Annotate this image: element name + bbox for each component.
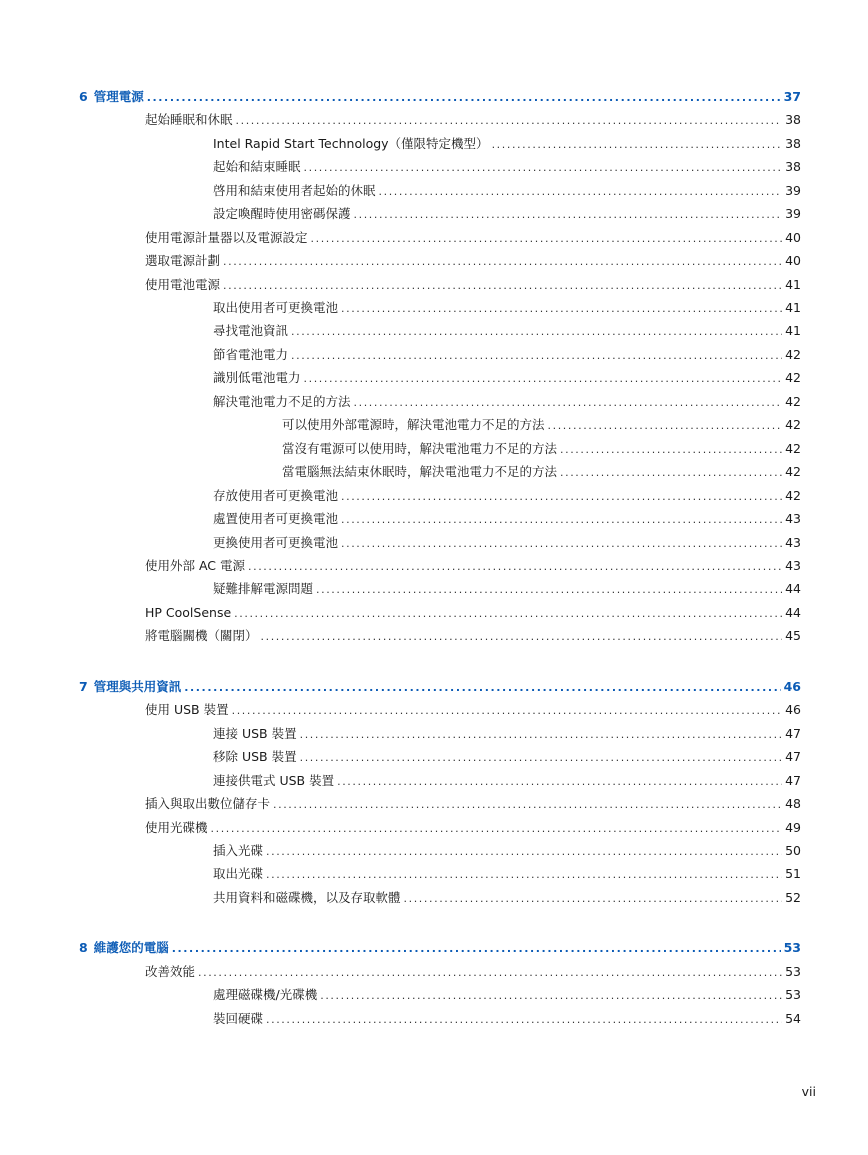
toc-entry-level-2[interactable] (213, 841, 801, 861)
toc-entry-title: 可以使用外部電源時，解決電池電力不足的方法 (282, 417, 545, 432)
toc-entry-level-3[interactable] (282, 439, 801, 459)
toc-entry-page-number: 42 (785, 441, 801, 456)
toc-entry-page-number: 49 (785, 820, 801, 835)
dot-leader (316, 580, 782, 600)
page-number: vii (801, 1084, 816, 1099)
toc-entry-title: 識別低電池電力 (213, 370, 301, 385)
toc-entry-level-2[interactable] (213, 533, 801, 553)
toc-entry-level-1[interactable] (145, 794, 801, 814)
dot-leader (548, 416, 783, 436)
dot-leader (236, 111, 783, 131)
toc-entry-page-number: 42 (785, 464, 801, 479)
dot-leader (320, 986, 782, 1006)
toc-entry-level-1[interactable] (145, 275, 801, 295)
dot-leader (560, 440, 782, 460)
dot-leader (147, 88, 781, 108)
toc-entry-level-2[interactable] (213, 747, 801, 767)
dot-leader (560, 463, 782, 483)
toc-entry-level-2[interactable] (213, 181, 801, 201)
dot-leader (354, 205, 783, 225)
toc-entry-page-number: 38 (785, 112, 801, 127)
toc-entry-level-2[interactable] (213, 509, 801, 529)
toc-entry-page-number: 47 (785, 749, 801, 764)
toc-entry-level-2[interactable] (213, 724, 801, 744)
dot-leader (379, 182, 783, 202)
dot-leader (311, 229, 783, 249)
toc-entry-page-number: 43 (785, 535, 801, 550)
dot-leader (300, 748, 782, 768)
toc-entry-page-number: 41 (785, 323, 801, 338)
toc-entry-level-1[interactable] (145, 818, 801, 838)
toc-entry-title: 起始和結束睡眠 (213, 159, 301, 174)
toc-entry-title: HP CoolSense (145, 605, 232, 620)
dot-leader (234, 604, 782, 624)
toc-entry-level-1[interactable] (145, 228, 801, 248)
toc-entry-page-number: 42 (785, 417, 801, 432)
toc-entry-page-number: 38 (785, 136, 801, 151)
toc-entry-level-2[interactable] (213, 134, 801, 154)
toc-entry-page-number: 53 (785, 987, 801, 1002)
toc-entry-title: 取出使用者可更換電池 (213, 300, 339, 315)
toc-entry-title: 移除 USB 裝置 (213, 749, 297, 764)
toc-entry-level-2[interactable] (213, 392, 801, 412)
dot-leader (184, 678, 780, 698)
toc-entry-level-2[interactable] (213, 888, 801, 908)
toc-entry-title: 當電腦無法結束休眠時，解決電池電力不足的方法 (282, 464, 558, 479)
toc-entry-page-number: 45 (785, 628, 801, 643)
toc-entry-page-number: 43 (785, 511, 801, 526)
toc-entry-title: 更換使用者可更換電池 (213, 535, 339, 550)
toc-entry-page-number: 39 (785, 183, 801, 198)
toc-entry-level-2[interactable] (213, 486, 801, 506)
dot-leader (291, 322, 782, 342)
dot-leader (341, 534, 782, 554)
toc-entry-page-number: 41 (785, 300, 801, 315)
toc-entry-level-1[interactable] (145, 962, 801, 982)
toc-entry-page-number: 50 (785, 843, 801, 858)
toc-entry-page-number: 40 (785, 230, 801, 245)
toc-entry-title: 當沒有電源可以使用時，解決電池電力不足的方法 (282, 441, 558, 456)
toc-chapter-entry[interactable] (79, 677, 801, 697)
dot-leader (404, 889, 783, 909)
dot-leader (248, 557, 782, 577)
dot-leader (223, 276, 782, 296)
toc-entry-title: 選取電源計劃 (145, 253, 221, 268)
dot-leader (300, 725, 782, 745)
toc-entry-title: 尋找電池資訊 (213, 323, 289, 338)
toc-entry-page-number: 46 (783, 679, 801, 694)
chapter-number: 8 (79, 940, 88, 955)
dot-leader (492, 135, 783, 155)
toc-entry-title: 處置使用者可更換電池 (213, 511, 339, 526)
toc-entry-level-3[interactable] (282, 415, 801, 435)
toc-entry-page-number: 42 (785, 347, 801, 362)
toc-entry-title: 疑難排解電源問題 (213, 581, 314, 596)
toc-entry-level-2[interactable] (213, 345, 801, 365)
toc-entry-page-number: 43 (785, 558, 801, 573)
toc-entry-title: 處理磁碟機/光碟機 (213, 987, 318, 1002)
toc-entry-page-number: 41 (785, 277, 801, 292)
dot-leader (341, 487, 782, 507)
toc-entry-page-number: 54 (785, 1011, 801, 1026)
toc-entry-title: 改善效能 (145, 964, 196, 979)
toc-entry-level-2[interactable] (213, 157, 801, 177)
toc-entry-title: 存放使用者可更換電池 (213, 488, 339, 503)
toc-entry-title: 使用電源計量器以及電源設定 (145, 230, 308, 245)
dot-leader (337, 772, 782, 792)
toc-entry-title: 啓用和結束使用者起始的休眠 (213, 183, 376, 198)
dot-leader (211, 819, 783, 839)
toc-entry-level-2[interactable] (213, 298, 801, 318)
toc-entry-title: 設定喚醒時使用密碼保護 (213, 206, 351, 221)
dot-leader (273, 795, 782, 815)
toc-entry-title: 連接供電式 USB 裝置 (213, 773, 335, 788)
toc-entry-title: 取出光碟 (213, 866, 264, 881)
toc-entry-level-2[interactable] (213, 1009, 801, 1029)
toc-entry-title: 解決電池電力不足的方法 (213, 394, 351, 409)
toc-entry-title: 管理與共用資訊 (93, 679, 182, 694)
toc-entry-title: 將電腦關機（關閉） (145, 628, 258, 643)
toc-chapter-entry[interactable] (79, 938, 801, 958)
toc-entry-page-number: 52 (785, 890, 801, 905)
toc-entry-level-1[interactable] (145, 700, 801, 720)
toc-entry-level-2[interactable] (213, 771, 801, 791)
toc-entry-page-number: 42 (785, 488, 801, 503)
toc-entry-level-2[interactable] (213, 204, 801, 224)
toc-entry-page-number: 48 (785, 796, 801, 811)
toc-entry-page-number: 42 (785, 370, 801, 385)
dot-leader (341, 510, 782, 530)
toc-entry-title: 連接 USB 裝置 (213, 726, 297, 741)
toc-entry-page-number: 47 (785, 726, 801, 741)
dot-leader (223, 252, 782, 272)
toc-entry-title: 使用 USB 裝置 (145, 702, 229, 717)
toc-entry-page-number: 38 (785, 159, 801, 174)
toc-entry-page-number: 39 (785, 206, 801, 221)
dot-leader (198, 963, 782, 983)
toc-entry-page-number: 37 (783, 89, 801, 104)
toc-entry-level-2[interactable] (213, 985, 801, 1005)
dot-leader (354, 393, 783, 413)
toc-entry-title: 使用光碟機 (145, 820, 208, 835)
toc-entry-title: 使用外部 AC 電源 (145, 558, 246, 573)
toc-entry-page-number: 46 (785, 702, 801, 717)
chapter-number: 7 (79, 679, 88, 694)
dot-leader (266, 842, 782, 862)
chapter-number: 6 (79, 89, 88, 104)
toc-entry-page-number: 40 (785, 253, 801, 268)
dot-leader (304, 369, 783, 389)
toc-entry-page-number: 42 (785, 394, 801, 409)
dot-leader (266, 1010, 782, 1030)
toc-entry-level-1[interactable] (145, 603, 801, 623)
toc-entry-page-number: 44 (785, 605, 801, 620)
toc-entry-page-number: 47 (785, 773, 801, 788)
toc-entry-title: 插入光碟 (213, 843, 264, 858)
dot-leader (261, 627, 783, 647)
toc-entry-page-number: 53 (785, 964, 801, 979)
toc-entry-level-2[interactable] (213, 368, 801, 388)
toc-entry-level-1[interactable] (145, 556, 801, 576)
toc-entry-level-2[interactable] (213, 321, 801, 341)
toc-entry-title: 管理電源 (93, 89, 144, 104)
toc-entry-page-number: 53 (783, 940, 801, 955)
toc-entry-page-number: 44 (785, 581, 801, 596)
toc-entry-level-2[interactable] (213, 579, 801, 599)
toc-entry-page-number: 51 (785, 866, 801, 881)
toc-entry-level-2[interactable] (213, 864, 801, 884)
toc-entry-title: 插入與取出數位儲存卡 (145, 796, 271, 811)
toc-entry-title: 維護您的電腦 (93, 940, 169, 955)
toc-entry-level-1[interactable] (145, 626, 801, 646)
toc-entry-level-3[interactable] (282, 462, 801, 482)
dot-leader (304, 158, 783, 178)
dot-leader (266, 865, 782, 885)
toc-entry-title: 起始睡眠和休眠 (145, 112, 233, 127)
toc-entry-title: 使用電池電源 (145, 277, 221, 292)
toc-entry-level-1[interactable] (145, 110, 801, 130)
toc-entry-title: 裝回硬碟 (213, 1011, 264, 1026)
dot-leader (232, 701, 782, 721)
dot-leader (291, 346, 782, 366)
toc-entry-title: Intel Rapid Start Technology（僅限特定機型） (213, 136, 489, 151)
toc-chapter-entry[interactable] (79, 87, 801, 107)
toc-entry-title: 共用資料和磁碟機，以及存取軟體 (213, 890, 401, 905)
toc-entry-level-1[interactable] (145, 251, 801, 271)
dot-leader (172, 939, 781, 959)
dot-leader (341, 299, 782, 319)
toc-entry-title: 節省電池電力 (213, 347, 289, 362)
